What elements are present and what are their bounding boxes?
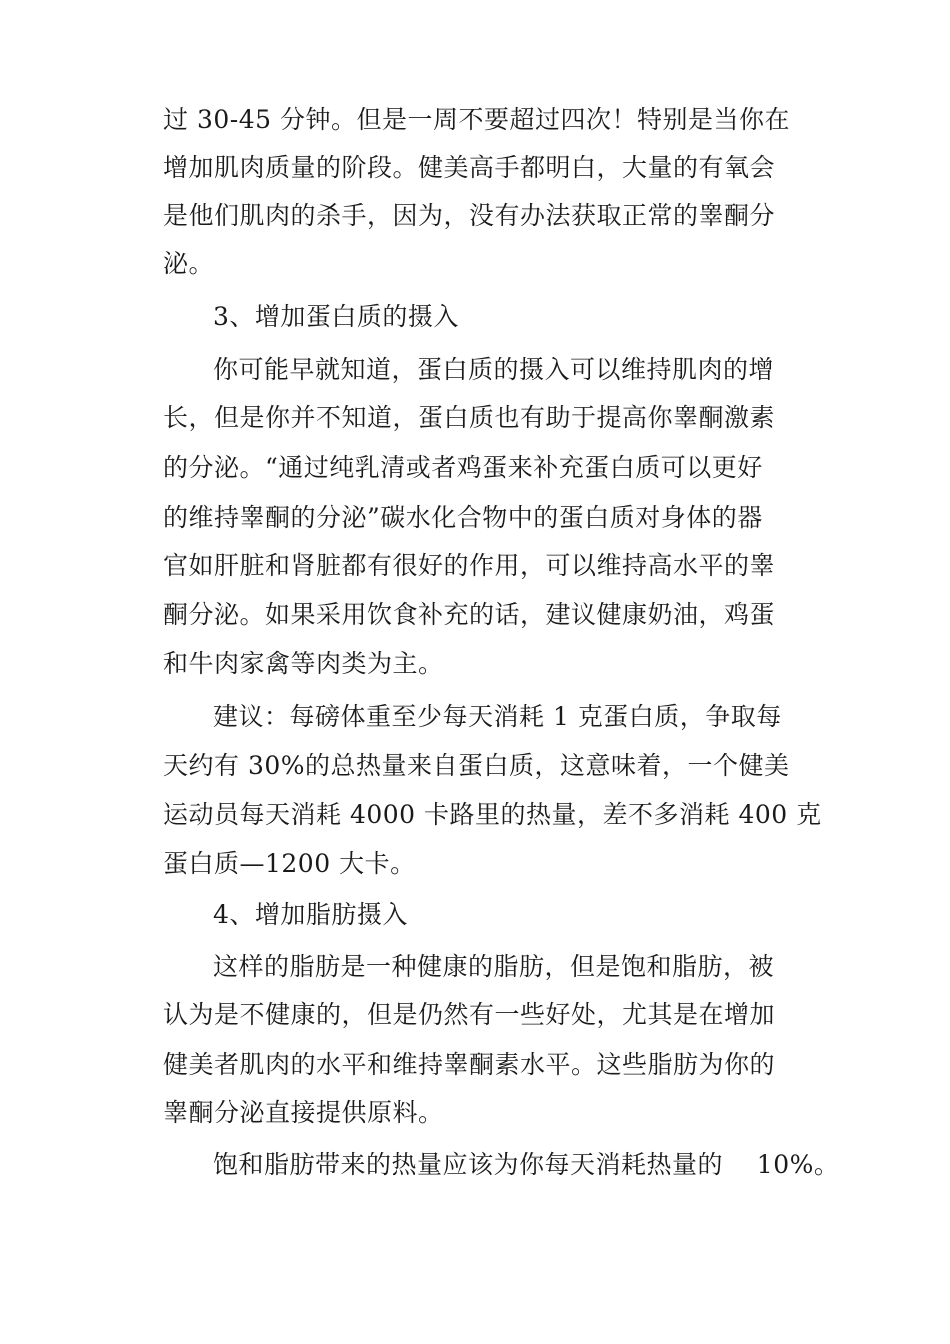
text-line: 长，但是你并不知道，蛋白质也有助于提高你睾酮激素 bbox=[163, 403, 776, 432]
section-heading: 3、增加蛋白质的摄入 bbox=[213, 302, 459, 331]
text-line: 睾酮分泌直接提供原料。 bbox=[163, 1098, 444, 1127]
text-line: 建议：每磅体重至少每天消耗 1 克蛋白质，争取每 bbox=[213, 702, 782, 731]
text-line: 官如肝脏和肾脏都有很好的作用，可以维持高水平的睾 bbox=[163, 551, 776, 580]
text-line: 的维持睾酮的分泌”碳水化合物中的蛋白质对身体的器 bbox=[163, 503, 763, 532]
text-line: 你可能早就知道，蛋白质的摄入可以维持肌肉的增 bbox=[213, 355, 775, 384]
text-line: 酮分泌。如果采用饮食补充的话，建议健康奶油，鸡蛋 bbox=[163, 600, 776, 629]
text-line: 和牛肉家禽等肉类为主。 bbox=[163, 649, 444, 678]
text-line: 认为是不健康的，但是仍然有一些好处，尤其是在增加 bbox=[163, 1000, 776, 1029]
text-line: 的分泌。“通过纯乳清或者鸡蛋来补充蛋白质可以更好 bbox=[163, 453, 763, 482]
text-line: 这样的脂肪是一种健康的脂肪，但是饱和脂肪，被 bbox=[213, 952, 775, 981]
text-line: 泌。 bbox=[163, 249, 215, 278]
text-line: 天约有 30%的总热量来自蛋白质，这意味着，一个健美 bbox=[163, 751, 790, 780]
text-line: 运动员每天消耗 4000 卡路里的热量，差不多消耗 400 克 bbox=[163, 800, 822, 829]
text-line: 过 30-45 分钟。但是一周不要超过四次！特别是当你在 bbox=[163, 105, 790, 134]
text-line: 健美者肌肉的水平和维持睾酮素水平。这些脂肪为你的 bbox=[163, 1050, 776, 1079]
text-line: 是他们肌肉的杀手，因为，没有办法获取正常的睾酮分 bbox=[163, 201, 776, 230]
section-heading: 4、增加脂肪摄入 bbox=[213, 900, 408, 929]
text-line: 增加肌肉质量的阶段。健美高手都明白，大量的有氧会 bbox=[163, 153, 776, 182]
text-line: 饱和脂肪带来的热量应该为你每天消耗热量的 10%。 bbox=[213, 1150, 840, 1179]
text-line: 蛋白质—1200 大卡。 bbox=[163, 849, 416, 878]
